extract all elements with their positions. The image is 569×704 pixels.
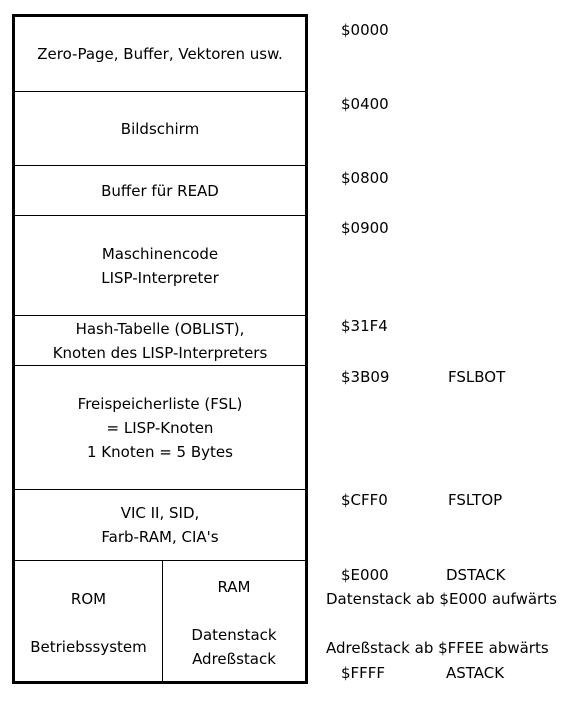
region-label: Freispeicherliste (FSL) = LISP-Knoten 1 Knoten = 5 Bytes	[77, 394, 243, 461]
address-label: $0000	[341, 21, 389, 39]
region-hash-tabelle	[15, 316, 305, 366]
region-maschinencode	[15, 216, 305, 316]
rom-label: ROM	[70, 590, 107, 608]
adressstack-note: Adreßstack ab $FFEE abwärts	[326, 639, 549, 657]
betriebssystem-label: Betriebssystem	[30, 638, 147, 656]
address-label: $0400	[341, 95, 389, 113]
dstack-label: DSTACK	[446, 566, 506, 584]
region-label: Bildschirm	[120, 119, 200, 138]
region-label: Buffer für READ	[101, 181, 219, 200]
stack-label: Datenstack Adreßstack	[191, 626, 277, 668]
region-label: Maschinencode LISP-Interpreter	[101, 244, 219, 287]
address-label: $0900	[341, 219, 389, 237]
astack-label: ASTACK	[446, 664, 505, 682]
address-label: $0800	[341, 169, 389, 187]
region-rom-ram	[15, 561, 305, 681]
region-label: Zero-Page, Buffer, Vektoren usw.	[37, 45, 283, 63]
address-label: $E000	[341, 566, 389, 584]
region-bildschirm	[15, 92, 305, 166]
region-buffer-read	[15, 166, 305, 216]
region-zero-page	[15, 17, 305, 92]
address-label: $31F4	[341, 317, 388, 335]
memory-map	[12, 14, 308, 684]
datenstack-note: Datenstack ab $E000 aufwärts	[326, 590, 557, 608]
fsltop-label: FSLTOP	[448, 491, 503, 509]
ram-label: RAM	[217, 578, 251, 596]
region-label: Hash-Tabelle (OBLIST), Knoten des LISP-Interpreters	[52, 319, 268, 362]
address-label: $3B09	[341, 368, 390, 386]
address-label: $CFF0	[341, 491, 388, 509]
fslbot-label: FSLBOT	[448, 368, 506, 386]
region-label: VIC II, SID, Farb-RAM, CIA's	[101, 504, 219, 546]
region-io	[15, 490, 305, 561]
region-freispeicherliste	[15, 366, 305, 490]
address-label: $FFFF	[341, 664, 386, 682]
